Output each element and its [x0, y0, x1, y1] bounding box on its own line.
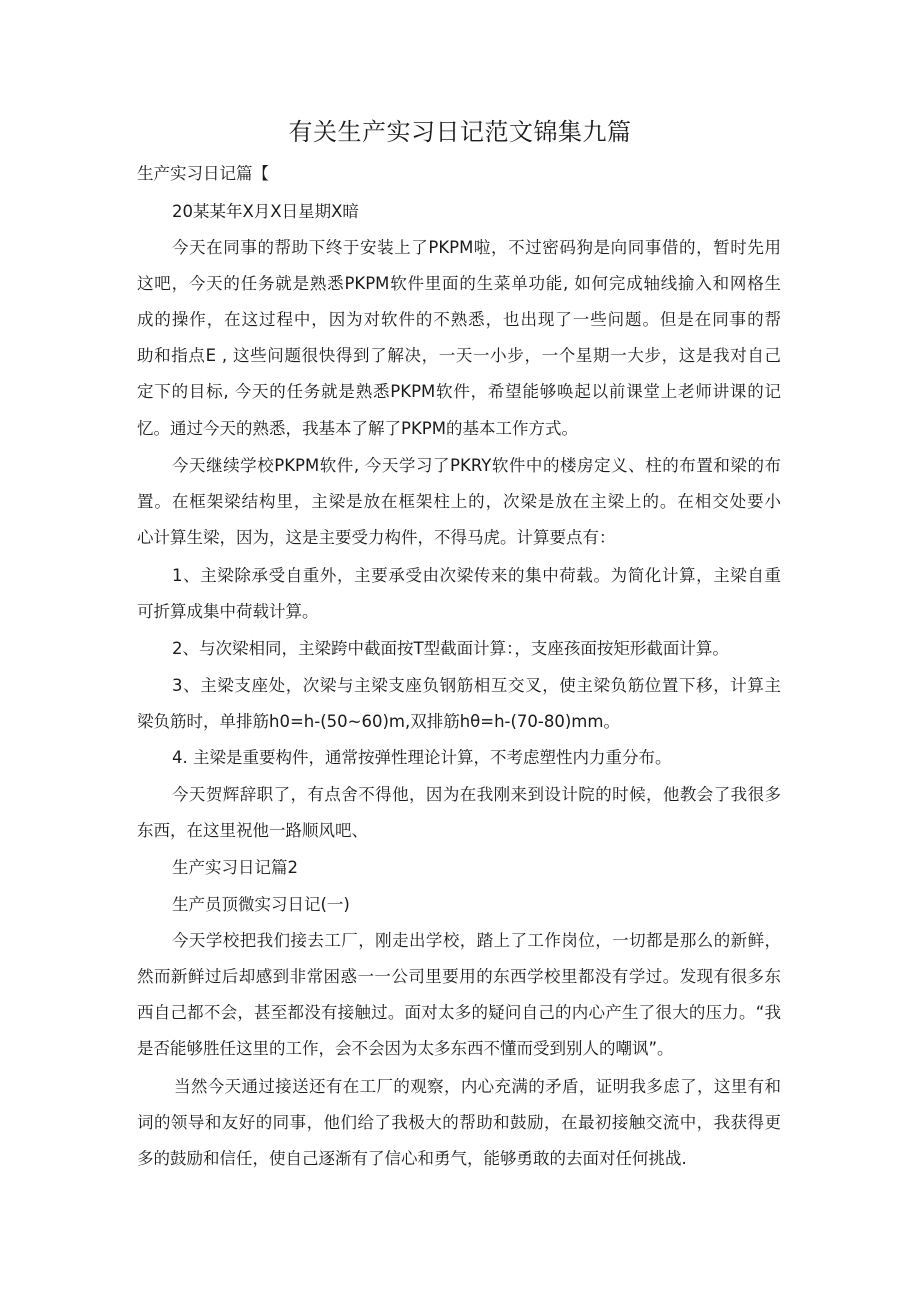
list-item: 2、与次梁相同，主梁跨中截面按T型截面计算：，支座孩面按矩形截面计算。: [172, 639, 729, 658]
paragraph-line: 西自己都不会，甚至都没有接触过。面对太多的疑问自己的内心产生了很大的压力。“我: [137, 1003, 781, 1022]
paragraph-line: 今天贺辉辞职了，有点舍不得他，因为在我刚来到设计院的时候，他教会了我很多: [172, 785, 781, 804]
list-item: 4. 主梁是重要构件，通常按弹性理论计算，不考虑塑性内力重分布。: [172, 748, 672, 767]
paragraph-line: 多的鼓励和信任，使自己逐渐有了信心和勇气，能够勇敢的去面对任何挑战.: [137, 1149, 687, 1168]
paragraph-line: 是否能够胜任这里的工作，会不会因为太多东西不懂而受到别人的嘲讽”。: [137, 1039, 674, 1058]
paragraph-line: 成的操作，在这过程中，因为对软件的不熟悉，也出现了一些问题。但是在同事的帮: [137, 310, 781, 329]
paragraph-line: 然而新鲜过后却感到非常困惑一一公司里要用的东西学校里都没有学过。发现有很多东: [137, 967, 781, 986]
paragraph-line: 助和指点E , 这些问题很快得到了解决，一天一小步，一个星期一大步，这是我对自己: [137, 346, 781, 365]
document-title: 有关生产实习日记范文锦集九篇: [288, 118, 632, 146]
paragraph-line: 今天学校把我们接去工厂，刚走出学校，踏上了工作岗位，一切都是那么的新鲜，: [172, 931, 781, 950]
list-item: 可折算成集中荷载计算。: [137, 602, 319, 621]
section-heading: 生产实习日记篇【: [137, 164, 269, 183]
section-heading: 生产实习日记篇2: [172, 858, 298, 877]
date-line: 20某某年X月X日星期X暗: [172, 202, 359, 221]
paragraph-line: 这吧，今天的任务就是熟悉PKPM软件里面的生菜单功能, 如何完成轴线揄入和网格生: [137, 274, 781, 293]
paragraph-line: 当然今天通过接送还有在工厂的观察，内心充满的矛盾，证明我多虑了，这里有和: [174, 1077, 781, 1096]
paragraph-line: 忆。通过今天的熟悉，我基本了解了PKPM的基本工作方式。: [137, 419, 578, 438]
list-item: 1、主梁除承受自重外，主要承受由次梁传来的集中荷载。为简化计算，主梁自重: [172, 566, 781, 585]
paragraph-line: 今天在同事的帮助下终于安装上了PKPM啦，不过密码狗是向同事借的，暂时先用: [172, 238, 781, 257]
paragraph-line: 东西，在这里祝他一路顺风吧、: [137, 821, 368, 840]
paragraph-line: 词的领导和友好的同事，他们给了我极大的帮助和鼓励，在最初接触交流中，我获得更: [137, 1113, 781, 1132]
list-item: 梁负筋时，单排筋h0=h-(50~60)m,双排筋hθ=h-(70-80)mm。: [137, 712, 620, 731]
paragraph-line: 置。在框架梁结构里，主梁是放在框架柱上的，次梁是放在主梁上的。在相交处要小: [137, 492, 781, 511]
paragraph-line: 今天继续学校PKPM软件, 今天学习了PKRY软件中的楼房定义、柱的布置和梁的布: [172, 456, 781, 475]
paragraph-line: 心计算生梁，因为，这是主要受力构件，不得马虎。计算要点有：: [137, 528, 616, 547]
list-item: 3、主梁支座处，次梁与主梁支座负钢筋相互交叉，使主梁负筋位置下移，计算主: [172, 676, 781, 695]
paragraph-line: 定下的目标, 今天的任务就是熟悉PKPM软件，希望能够唤起以前课堂上老师讲课的记: [137, 382, 781, 401]
subsection-heading: 生产员顶微实习日记(一): [172, 895, 350, 914]
